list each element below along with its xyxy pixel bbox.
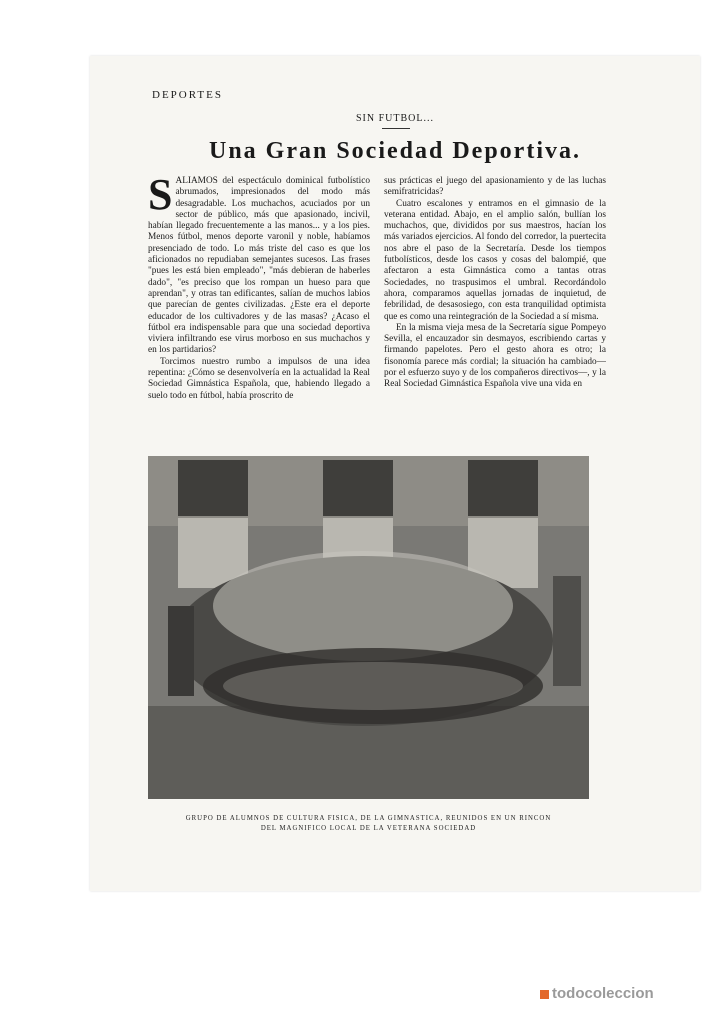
kicker: SIN FUTBOL... xyxy=(355,113,434,124)
group-photo xyxy=(148,456,589,799)
group-photo-image xyxy=(148,456,589,799)
caption-line: GRUPO DE ALUMNOS DE CULTURA FISICA, DE LA GIMNASTICA, REUNIDOS EN UN RINCON xyxy=(185,815,552,822)
watermark-logo-icon xyxy=(540,990,549,999)
paragraph: Cuatro escalones y entramos en el gimnasio de la veterana entidad. Abajo, en el amplio salón, bullían los muchachos, que, divididos por sus maestros, hacían los más variados ejercicios. Al fondo del corredor, la puertecita nos abre el paso de la Secretaría. Desde los tiempos futbolísticos, desde los casos y cosas del balompié, que afectaron a esta Gimnástica como a tantas otras Sociedades, no traspusimos el umbral. Recordándolo ahora, comparamos aquellas jornadas de inquietud, de febrilidad, de desasosiego, con esta tranquilidad optimista que es como una reintegración de la Sociedad a sí misma. xyxy=(384,198,606,322)
article-column-2 xyxy=(384,176,606,454)
watermark-text: todocoleccion xyxy=(552,985,654,1002)
paragraph: En la misma vieja mesa de la Secretaría sigue Pompeyo Sevilla, el encauzador sin desmayos, escribiendo cartas y firmando papelotes. Pero el gesto ahora es otro; la fisonomía parece más cordial; la situación ha cambiado—por el esfuerzo suyo y de los compañeros directivos—, y la Real Sociedad Gimnástica Española vive una vida en xyxy=(384,322,606,390)
paragraph: ALIAMOS del espectáculo dominical futbolístico abrumados, impresionados del modo más desagradable. Los muchachos, acuciados por un sector de público, más que apasionado, incivil, habían llegado frecuentemente a las manos... y a los pies. Menos fútbol, menos deporte varonil y noble, habíamos presenciado de todo. Lo más triste del caso es que los aficionados no repudiaban semejantes sucesos. Las frases "pues les está bien empleado", "más debieran de haberles dado", "es preciso que los rompan un hueso para que aprendan", y otras tan edificantes, salían de muchos labios que parecían de gentes civilizadas. ¿Este era el deporte educador de los cultivadores y de las masas? ¿Acaso el fútbol era indispensable para que una sociedad deportiva viviera infiltrando ese virus morboso en sus muchachos y en los partidarios? xyxy=(148,176,370,356)
paragraph: sus prácticas el juego del apasionamiento y de las luchas semifratricidas? xyxy=(384,176,606,198)
drop-cap: S xyxy=(148,176,173,219)
headline: Una Gran Sociedad Deportiva. xyxy=(208,138,581,164)
watermark xyxy=(540,985,654,1002)
photo-caption xyxy=(148,814,589,834)
magazine-page xyxy=(90,56,700,891)
caption-line: DEL MAGNIFICO LOCAL DE LA VETERANA SOCIEDAD xyxy=(260,825,477,832)
paragraph: Torcimos nuestro rumbo a impulsos de una idea repentina: ¿Cómo se desenvolvería en la actualidad la Real Sociedad Gimnástica Española, que, habiendo llegado a suelo todo en fútbol, había proscrito de xyxy=(148,356,370,401)
kicker-rule xyxy=(382,128,410,129)
article-column-1 xyxy=(148,176,370,454)
section-label: DEPORTES xyxy=(152,89,223,101)
